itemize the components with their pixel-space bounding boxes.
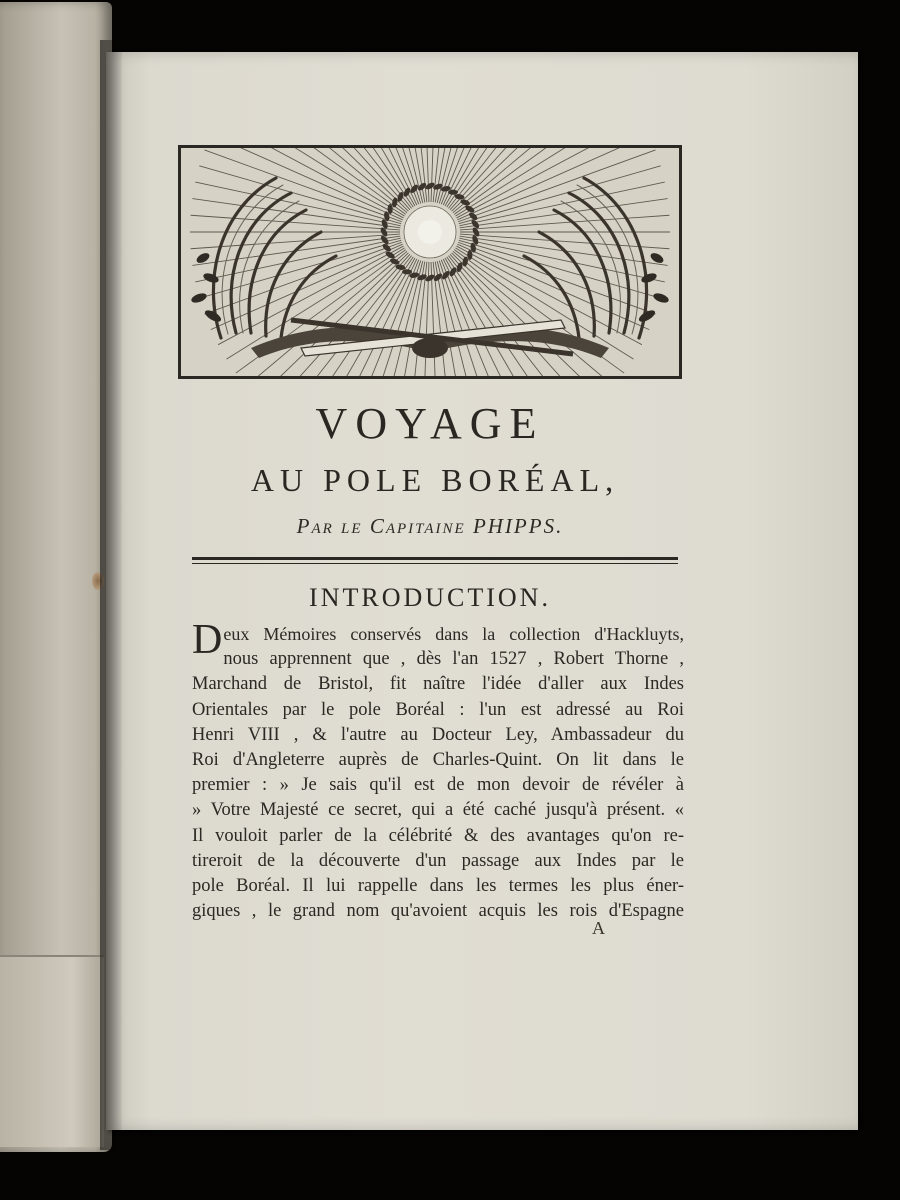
page-title: VOYAGE xyxy=(315,399,545,448)
spine-shadow xyxy=(100,40,122,1150)
text-line: Roi d'Angleterre auprès de Charles-Quint. On lit dans le xyxy=(192,749,684,770)
left-page-lower-edge xyxy=(0,955,104,1147)
text-line: giques , le grand nom qu'avoient acquis les rois d'Espagne xyxy=(192,901,684,922)
divider-rule-thin xyxy=(192,563,678,564)
text-line: premier : » Je sais qu'il est de mon devoir de révéler à xyxy=(192,775,684,796)
signature-mark: A xyxy=(592,918,605,938)
text-line: Orientales par le pole Boréal : l'un est adressé au Roi xyxy=(192,699,684,720)
drop-cap: D xyxy=(192,617,223,663)
author-line: Par le Capitaine PHIPPS. xyxy=(296,514,564,538)
text-line: Marchand de Bristol, fit naître l'idée d'aller aux Indes xyxy=(192,674,684,695)
section-heading: INTRODUCTION. xyxy=(309,583,551,612)
text-line: pole Boréal. Il lui rappelle dans les termes les plus éner- xyxy=(192,875,684,896)
text-line: Henri VIII , & l'autre au Docteur Ley, Ambassadeur du xyxy=(192,724,684,745)
text-line: tireroit de la découverte d'un passage aux Indes par le xyxy=(192,850,684,871)
text-line: eux Mémoires conservés dans la collection d'Hackluyts, xyxy=(223,624,684,644)
page-subtitle: AU POLE BORÉAL, xyxy=(250,462,620,498)
text-line: » Votre Majesté ce secret, qui a été caché jusqu'à présent. « xyxy=(192,800,684,821)
sunburst-wreath-headpiece-icon xyxy=(178,145,682,379)
text-line: nous apprennent que , dès l'an 1527 , Robert Thorne , xyxy=(223,649,684,670)
divider-rule-thick xyxy=(192,557,678,560)
body-text xyxy=(192,617,684,924)
text-line: Il vouloit parler de la célébrité & des avantages qu'on re- xyxy=(192,825,684,846)
